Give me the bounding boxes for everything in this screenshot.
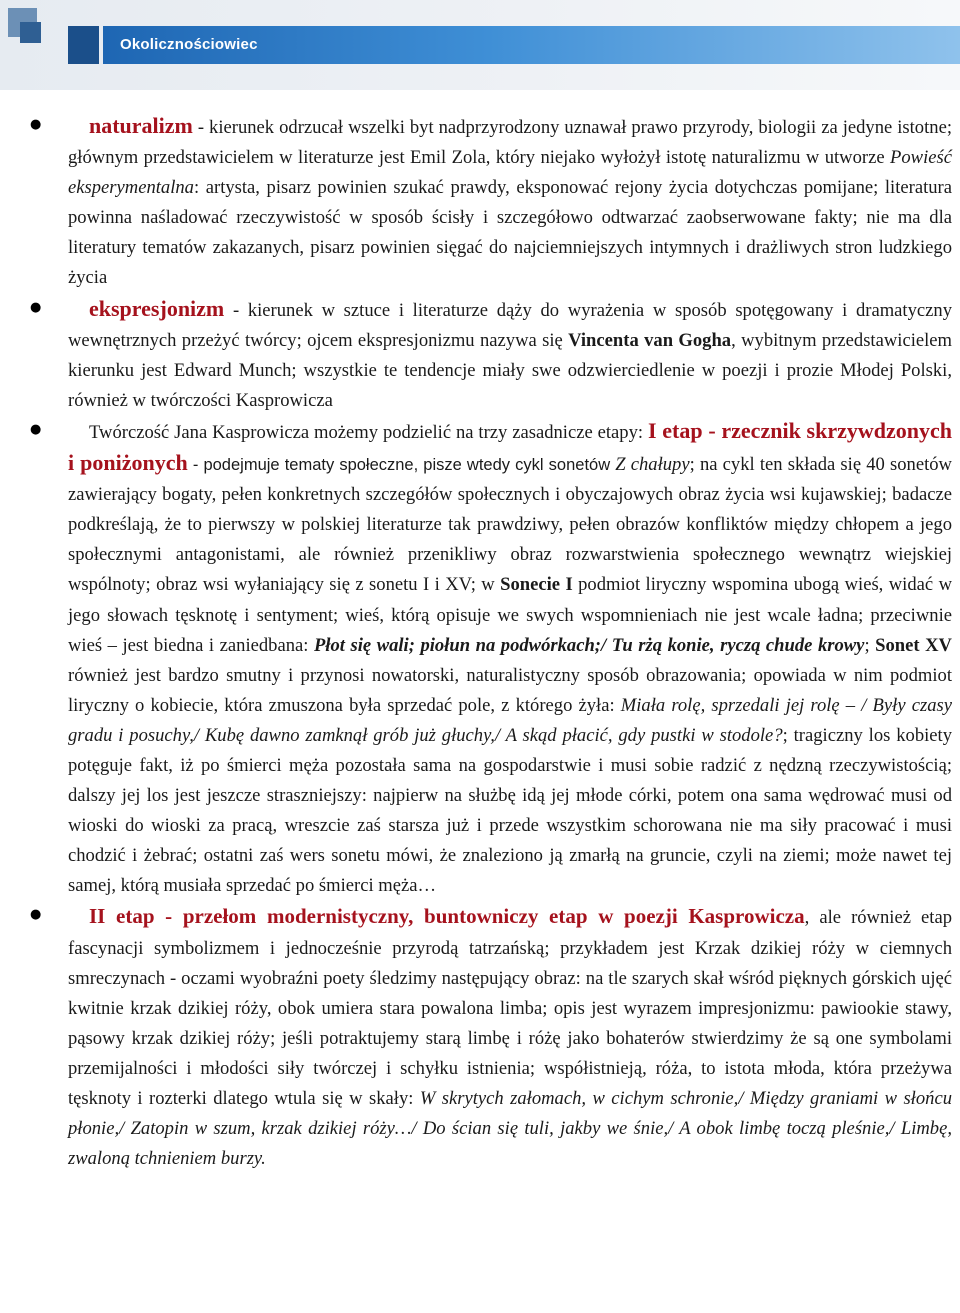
paragraph (68, 111, 952, 294)
text: ; tragiczny los kobiety potęguje fakt, iż po śmierci męża pozostała sama na gospodarstwie i musi sobie radzić z nędzną rzeczywistością; dalszy jej los jest jeszcze straszniejszy: najpierw na służbę idą jej młode córki, potem ona sama wędrować musi od wioski do wioski za pracą, wreszcie zaś starsza już i przede wszystkim schorowana nie ma siły pracować i musi chodzić i żebrać; ostatni zaś wers sonetu mówi, że znaleziono ją zmarłą na gruncie, czyli na ziemi; może nawet tej samej, którą musiała sprzedać po śmierci męża… (68, 724, 952, 897)
term-heading: ekspresjonizm (89, 295, 225, 321)
text: , wybitnym przedstawicielem kierunku jest Edward Munch; wszystkie te tendencje miały swe odzwierciedlenie w poezji i prozie Młodej Polski, również w twórczości Kasprowicza (68, 329, 952, 411)
quote: Płot się wali; piołun na podwórkach;/ Tu rżą konie, ryczą chude krowy (313, 634, 865, 656)
text: ; na cykl ten składa się 40 sonetów zawierający bogaty, pełen konkretnych szczegółów społecznych i obyczajowych obraz życia wsi kujawskiej; badacze podkreślają, że to pierwszy w polskiej literaturze tak prawdziwy, pełen obrazów konfliktów między chłopem a jego społecznymi antagonistami, ale również przenikliwy obraz rozwarstwienia społecznego wewnątrz wiejskiej wspólnoty; obraz wsi wyłaniający się z sonetu I i XV; w (68, 454, 952, 596)
text: - kierunek w sztuce i literaturze dąży do wyrażenia w sposób spotęgowany i dramatyczny wewnętrznych przeżyć twórcy; ojcem ekspresjonizmu nazywa się (68, 299, 952, 351)
text: podmiot liryczny wspomina ubogą wieś, widać w jego słowach tęsknotę i sentyment; wieś, którą opisuje we swych wspomnieniach nie jest wcale ładna; przeciwnie wieś – jest biedna i zaniedbana: (68, 574, 952, 656)
bold-name: Vincenta van Gogha (568, 329, 732, 351)
stage-heading: II etap - przełom modernistyczny, buntowniczy etap w poezji Kasprowicza (89, 904, 805, 929)
bullet-icon: ● (30, 117, 42, 132)
document-body (30, 111, 952, 1174)
header-title: Okolicznościowiec (120, 36, 258, 53)
stage-heading: I etap - rzecznik skrzywdzonych i poniżonych (68, 417, 952, 476)
text: , ale również etap fascynacji symbolizmem i jednocześnie przyrodą tatrzańską; przykładem jest Krzak dzikiej róży w ciemnych smreczynach - oczami wyobraźni poety śledzimy następujący obraz: na tle szarych skał wśród pięknych górskich ujęć kwitnie krzak dzikiej róży, obok umiera stara powalona limba; opis jest wyrazem impresjonizmu: pawiookie stawy, pąsowy krzak dzikiej róży; jeśli potraktujemy starą limbę i różę jako bohaterów stwierdzimy że są one symbolami przemijalności i młodości siły twórczej i schyłku istnienia; współistnieją, róża, to istota młoda, która przeżywa tęsknoty i rozterki dlatego wtula się w skały: (68, 907, 952, 1109)
sonnet-name: Sonet XV (875, 634, 952, 656)
bullet-icon: ● (30, 299, 42, 315)
work-title: Z chałupy (615, 454, 690, 476)
sonnet-name: Sonecie I (500, 574, 573, 596)
text: również jest bardzo smutny i przynosi nowatorski, naturalistyczny sposób obrazowania; opowiada w nim podmiot liryczny o kobiecie, która zmuszona była sprzedać pole, z którego żyła: (68, 664, 952, 716)
work-title: Powieść eksperymentalna (68, 147, 952, 199)
text: - podejmuje tematy społeczne, pisze wtedy cykl sonetów (187, 456, 616, 475)
page-header (0, 0, 960, 90)
term-heading: naturalizm (89, 113, 193, 138)
paragraph (68, 294, 952, 416)
list-item-etap-2 (30, 901, 952, 1174)
list-item-etap-1 (30, 416, 952, 902)
text: Twórczość Jana Kasprowicza możemy podzielić na trzy zasadnicze etapy: (89, 421, 648, 443)
bullet-icon: ● (30, 907, 42, 923)
list-item-ekspresjonizm (30, 294, 952, 416)
list-item-naturalizm (30, 111, 952, 294)
text: - kierunek odrzucał wszelki byt nadprzyrodzony uznawał prawo przyrody, biologii za jedyne istotne; głównym przedstawicielem w literaturze jest Emil Zola, który niejako wyłożył istotę naturalizmu w utworze (68, 117, 952, 169)
quote: Miała rolę, sprzedali jej rolę – / Były czasy gradu i posuchy,/ Kubę dawno zamknął grób już głuchy,/ A skąd płacić, gdy pustki w stodole? (68, 694, 952, 746)
text: ; (864, 634, 876, 656)
text: : artysta, pisarz powinien szukać prawdy, eksponować rejony życia dotychczas pomijane; literatura powinna naśladować rzeczywistość w sposób ścisły i szczegółowo odtwarzać zaobserwowane fakty; nie ma dla literatury tematów zakazanych, pisarz powinien sięgać do najciemniejszych intymnych i drażliwych stron ludzkiego życia (68, 177, 952, 289)
paragraph (68, 901, 952, 1174)
quote: W skrytych załomach, w cichym schronie,/ Między graniami w słońcu płonie,/ Zatopin w szum, krzak dzikiej róży…/ Do ścian się tuli, jakby we śnie,/ A obok limbę toczą pleśnie,/ Limbę, zwaloną tchnieniem burzy. (68, 1088, 952, 1170)
decor-square (68, 26, 99, 64)
paragraph (68, 416, 952, 902)
bullet-icon: ● (30, 421, 42, 437)
decor-square (20, 22, 41, 43)
